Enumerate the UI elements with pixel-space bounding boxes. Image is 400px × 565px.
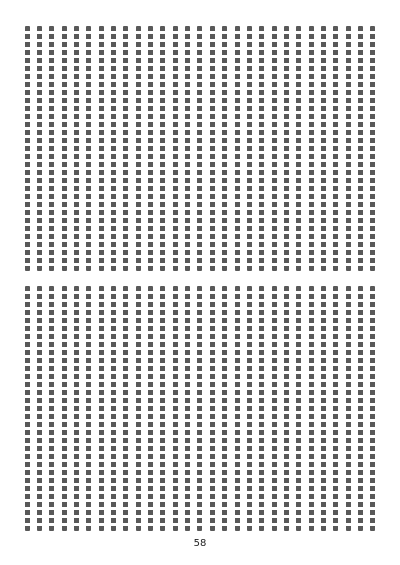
text-column-placeholder	[173, 286, 178, 531]
text-column-placeholder	[370, 286, 375, 531]
text-column-placeholder	[333, 26, 338, 271]
text-column-placeholder	[74, 26, 79, 271]
upper-text-column	[34, 26, 44, 271]
upper-text-column	[306, 26, 316, 271]
lower-text-column	[121, 286, 131, 531]
upper-text-column	[244, 26, 254, 271]
text-column-placeholder	[185, 286, 190, 531]
upper-text-column	[318, 26, 328, 271]
text-column-placeholder	[160, 26, 165, 271]
text-column-placeholder	[123, 286, 128, 531]
lower-text-column	[59, 286, 69, 531]
lower-text-column	[269, 286, 279, 531]
text-column-placeholder	[235, 26, 240, 271]
upper-text-column	[220, 26, 230, 271]
text-column-placeholder	[99, 26, 104, 271]
text-column-placeholder	[185, 26, 190, 271]
lower-text-column	[71, 286, 81, 531]
text-column-placeholder	[222, 286, 227, 531]
upper-text-column	[257, 26, 267, 271]
text-column-placeholder	[148, 286, 153, 531]
lower-text-column	[244, 286, 254, 531]
text-column-placeholder	[272, 26, 277, 271]
lower-text-column	[170, 286, 180, 531]
text-column-placeholder	[197, 286, 202, 531]
upper-text-column	[368, 26, 378, 271]
lower-text-column	[133, 286, 143, 531]
text-column-placeholder	[309, 286, 314, 531]
text-column-placeholder	[358, 286, 363, 531]
lower-text-column	[108, 286, 118, 531]
lower-text-column	[331, 286, 341, 531]
lower-text-column	[96, 286, 106, 531]
text-column-placeholder	[123, 26, 128, 271]
upper-text-column	[343, 26, 353, 271]
upper-text-block	[22, 26, 378, 271]
text-column-placeholder	[62, 286, 67, 531]
text-column-placeholder	[284, 26, 289, 271]
upper-text-column	[331, 26, 341, 271]
upper-text-column	[170, 26, 180, 271]
text-column-placeholder	[333, 286, 338, 531]
text-column-placeholder	[136, 26, 141, 271]
text-column-placeholder	[25, 286, 30, 531]
upper-text-column	[355, 26, 365, 271]
text-column-placeholder	[296, 26, 301, 271]
upper-text-column	[47, 26, 57, 271]
upper-text-column	[182, 26, 192, 271]
text-column-placeholder	[210, 286, 215, 531]
upper-text-column	[281, 26, 291, 271]
lower-text-column	[232, 286, 242, 531]
upper-text-columns	[22, 26, 378, 271]
text-column-placeholder	[62, 26, 67, 271]
text-column-placeholder	[346, 286, 351, 531]
upper-text-column	[294, 26, 304, 271]
lower-text-columns	[22, 286, 378, 531]
upper-text-column	[145, 26, 155, 271]
lower-text-column	[158, 286, 168, 531]
lower-text-column	[355, 286, 365, 531]
text-column-placeholder	[370, 26, 375, 271]
upper-text-column	[22, 26, 32, 271]
text-column-placeholder	[235, 286, 240, 531]
lower-text-column	[343, 286, 353, 531]
text-column-placeholder	[197, 26, 202, 271]
lower-text-column	[34, 286, 44, 531]
text-column-placeholder	[49, 26, 54, 271]
text-column-placeholder	[321, 26, 326, 271]
lower-text-block	[22, 286, 378, 531]
text-column-placeholder	[210, 26, 215, 271]
lower-text-column	[22, 286, 32, 531]
text-column-placeholder	[259, 26, 264, 271]
lower-text-column	[84, 286, 94, 531]
upper-text-column	[269, 26, 279, 271]
lower-text-column	[207, 286, 217, 531]
text-column-placeholder	[111, 26, 116, 271]
upper-text-column	[207, 26, 217, 271]
lower-text-column	[195, 286, 205, 531]
upper-text-column	[59, 26, 69, 271]
text-column-placeholder	[222, 26, 227, 271]
upper-text-column	[195, 26, 205, 271]
lower-text-column	[145, 286, 155, 531]
text-column-placeholder	[74, 286, 79, 531]
upper-text-column	[232, 26, 242, 271]
text-column-placeholder	[247, 286, 252, 531]
text-column-placeholder	[148, 26, 153, 271]
lower-text-column	[47, 286, 57, 531]
text-column-placeholder	[321, 286, 326, 531]
text-column-placeholder	[346, 26, 351, 271]
lower-text-column	[294, 286, 304, 531]
lower-text-column	[306, 286, 316, 531]
text-column-placeholder	[99, 286, 104, 531]
upper-text-column	[96, 26, 106, 271]
lower-text-column	[368, 286, 378, 531]
upper-text-column	[71, 26, 81, 271]
text-column-placeholder	[259, 286, 264, 531]
text-column-placeholder	[25, 26, 30, 271]
text-column-placeholder	[86, 286, 91, 531]
page-number: 58	[193, 538, 207, 549]
text-column-placeholder	[37, 286, 42, 531]
text-column-placeholder	[160, 286, 165, 531]
lower-text-column	[318, 286, 328, 531]
text-column-placeholder	[173, 26, 178, 271]
lower-text-column	[182, 286, 192, 531]
upper-text-column	[158, 26, 168, 271]
text-column-placeholder	[284, 286, 289, 531]
lower-text-column	[257, 286, 267, 531]
text-column-placeholder	[272, 286, 277, 531]
lower-text-column	[281, 286, 291, 531]
text-column-placeholder	[247, 26, 252, 271]
text-column-placeholder	[136, 286, 141, 531]
text-column-placeholder	[309, 26, 314, 271]
upper-text-column	[133, 26, 143, 271]
text-column-placeholder	[111, 286, 116, 531]
text-column-placeholder	[358, 26, 363, 271]
upper-text-column	[121, 26, 131, 271]
upper-text-column	[108, 26, 118, 271]
lower-text-column	[220, 286, 230, 531]
upper-text-column	[84, 26, 94, 271]
text-column-placeholder	[86, 26, 91, 271]
text-column-placeholder	[49, 286, 54, 531]
text-column-placeholder	[296, 286, 301, 531]
text-column-placeholder	[37, 26, 42, 271]
